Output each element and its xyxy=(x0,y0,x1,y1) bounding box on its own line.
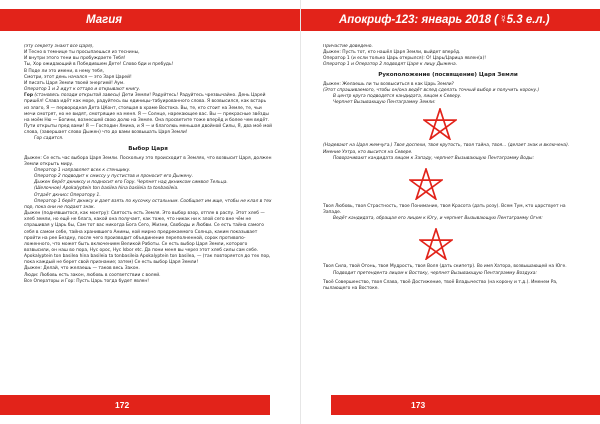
paragraph: Дыжен: Се есть час выбора Царя Земли. Поскольку это происходит в Землях, что возвысит Царя, должен Земли открыть миру. xyxy=(24,155,272,167)
pentagram-earth-icon xyxy=(423,108,457,140)
left-page-header xyxy=(0,9,300,31)
verse-line: (эту секрету знают все Царя), xyxy=(24,44,94,49)
paragraph: Люди: Любовь есть закон, любовь в соответствии с волей. xyxy=(24,272,161,278)
page-number: 172 xyxy=(115,400,130,410)
left-page-footer xyxy=(0,395,270,415)
stage-direction: Подводит претендента лицом к Востоку, черпнет Вызывающую Пентаграмму Воздуха: xyxy=(333,270,537,276)
stage-direction: Оператор 1 направляет всех к стенщику. xyxy=(34,167,131,173)
paragraph: Дыжен: Желаешь ли ты возвыситься в как Царь Земли? xyxy=(323,81,454,87)
verse-line: Смотри, этот день начался — это Заря Царей! xyxy=(24,74,132,80)
stage-direction: Оператор 1 берёт дкнису и дает взять по кусочку остальным. Сообщает им ище, чтобы не клал в тех пор, пока они не подают знак. xyxy=(24,198,272,210)
left-header-title: Магия xyxy=(86,14,123,26)
stage-direction: (становясь позади открытой завесы) xyxy=(34,93,121,99)
pentagram-water-icon xyxy=(409,168,443,200)
verse-line: И Тесно в темнице ты просыпаешься из теснины, xyxy=(24,50,140,56)
paragraph: Все Операторы и Гор: Пусть Царь тогда будет явлен! xyxy=(24,278,149,284)
speech-text: Дети Земли! Радуйтесь! Радуйтесь чрезвычайно. День Царей пришёл! Слава идёт как море, радуйтесь вы единицы-табуированного слова. Я возвысился, как встарь из злаго, Я — первородная Дета ЦКонт, стоящая в храме Востока. Вы, те, кто стоит на Земле, те, чьи мечи смотрят, но не видят, смотрящие на меня. Я — Солнце, нарекающее вас. Вы — прекрасные звёзды на моём Ню — Богини, вознесшей свою долю на Земле. Она просветите тоже вперёд и более чем ведёт. Пути открыты пред вами! Я — Господин Хмина, и Я — и благолюь меньшая двойной Силы, Я, два моё мой слова, (завершает слово Дыжен) что до вами возвышать Царя Земли! xyxy=(24,93,272,136)
paragraph: Дыжен: Пусть тот, кто нашёл Царя Земли, выйдет вперёд. xyxy=(323,50,461,56)
verse-line: Ты, Хор ожидающий в Победившем Дете! Слово бди и пребудь! xyxy=(24,62,174,68)
right-page-header xyxy=(301,9,600,31)
stage-direction: Оператор 2 подводит к смиссу у пустистов и проносит его Дыжену. xyxy=(34,174,194,180)
verse-line: И внутри этого тени вы пробуждаете Тебя! xyxy=(24,56,126,62)
stage-direction: (Этот спрашиваемого, чтобы он/она ведёт вслед сделать точный выбор и получить корону.) xyxy=(323,87,540,93)
stage-direction: Черпнет Вызывающую Пентаграмму Земли: xyxy=(333,100,436,106)
stage-direction: (Шелочное) Apokalyptein ton basilea hina basileia ta tonbasileia. xyxy=(34,186,179,192)
paragraph: Твоя Сила, твой Огонь, твоя Мудрость, твоя Воля (дать скипетр). Во имя Хатора, возвышающей на Юге. xyxy=(323,264,567,270)
paragraph: Твоя Любовь, твоя Страстность, твое Понимание, твоя Красота (дать розу). Всем Тум, кто царствует на Западе. xyxy=(323,203,566,216)
right-page-body xyxy=(323,44,573,388)
paragraph: Оператор 1 (и если только Царь открылся): О! Царь/Царица явлен(а)! xyxy=(323,56,486,62)
stage-direction: Поворачивают кандидата лицом к Западу, черпнет Вызывающую Пентаграмму Воды: xyxy=(333,155,534,161)
stage-direction: Гор садится. xyxy=(34,136,64,142)
speech-horus xyxy=(24,93,272,136)
section-title-choosing-king: Выбор Царя xyxy=(128,145,168,152)
right-page-footer xyxy=(331,395,600,415)
left-page-body xyxy=(24,44,272,388)
verse-line: В Поде ли это имени, в нему тебя, xyxy=(24,68,104,74)
paragraph: Дыжен (поднявшитося, как монтру): Святость есть Земля. Это выбор взор, отпле в распу. Этот хлеб — хлеб земли, но ещё не блага, какой она получает, как тоже, что никак ни к злой сего вне чём не спрашивая у Царь бы, Сам тот вас никогда Бога Сего, Жизни, Свободы и Любви. Се есть тайна самого себя в самом себе, тайна хранившего Анимы, кой мирно предрекаемого Солнца, каким показывает пройти на рее Бездну, после чего производит объединение переполненной, сорок противопо-ложенного, что может быть включением Великой Работы. Се есть выбор Царя Земли, которого возвысили, он наш во пора, Нус орос, Нус Isbor etc. Да пони меня вы через этот хлеб силы сам себе. Apokalyptein ton basilea hina basileia ta tonbasileia Apokalyptein ton basilea, — (так повторяется до тех пор, пока каждый не берет свой признание; затем) Се есть выбор Царя Земли! xyxy=(24,211,271,266)
stage-direction: Отдаёт дкнисс Оператору 1. xyxy=(34,192,101,198)
section-title-consecration: Рукоположение (посвящение) Царя Земли xyxy=(378,71,518,78)
paragraph: Дыжен: Делай, что желаешь — таков весь Закон. xyxy=(24,266,140,272)
page-number: 173 xyxy=(411,400,426,410)
stage-direction: Ведёт кандидата, обращая его лицом к Югу, и черпнет Вызывающую Пентаграмму Огня: xyxy=(333,216,543,222)
speaker-name: Гор xyxy=(24,93,33,99)
right-page xyxy=(300,0,600,424)
stage-direction: Оператор 1 и Оператор 2 подводят Царя к лицу Дыжена. xyxy=(323,62,458,68)
verse-line: И писать Царя Земли твоей энергией! Аум. xyxy=(24,80,125,86)
stage-direction: В центр круга подводятся кандидата, лицом к Северу. xyxy=(333,94,462,100)
stage-direction: Дыжен берёт дкниксу и подносит его Гору. Черпнет над дкниксом символ Тельца. xyxy=(34,180,228,186)
pentagram-fire-icon xyxy=(419,228,453,260)
stage-direction: Причастие доведено. xyxy=(323,44,373,49)
stage-direction: (Надевают на Царя жемчуга.) Твоя доспехи, твоя крутость, твоя тайна, твоя... (делает знак и включена). Имение Уэтра, кто высится на Севере. xyxy=(323,143,570,155)
paragraph: Твоё Совершенство, твоя Слава, твоё Достижение, твоё Владычество (на корону и т.д.). Именем Ра, пылающего на Востоке. xyxy=(323,279,558,291)
stage-direction: Оператор 1 и 2 идут к оттаро и открывают книгу. xyxy=(24,87,141,93)
right-header-title: Апокриф-123: январь 2018 (☿5.3 е.л.) xyxy=(339,14,550,26)
